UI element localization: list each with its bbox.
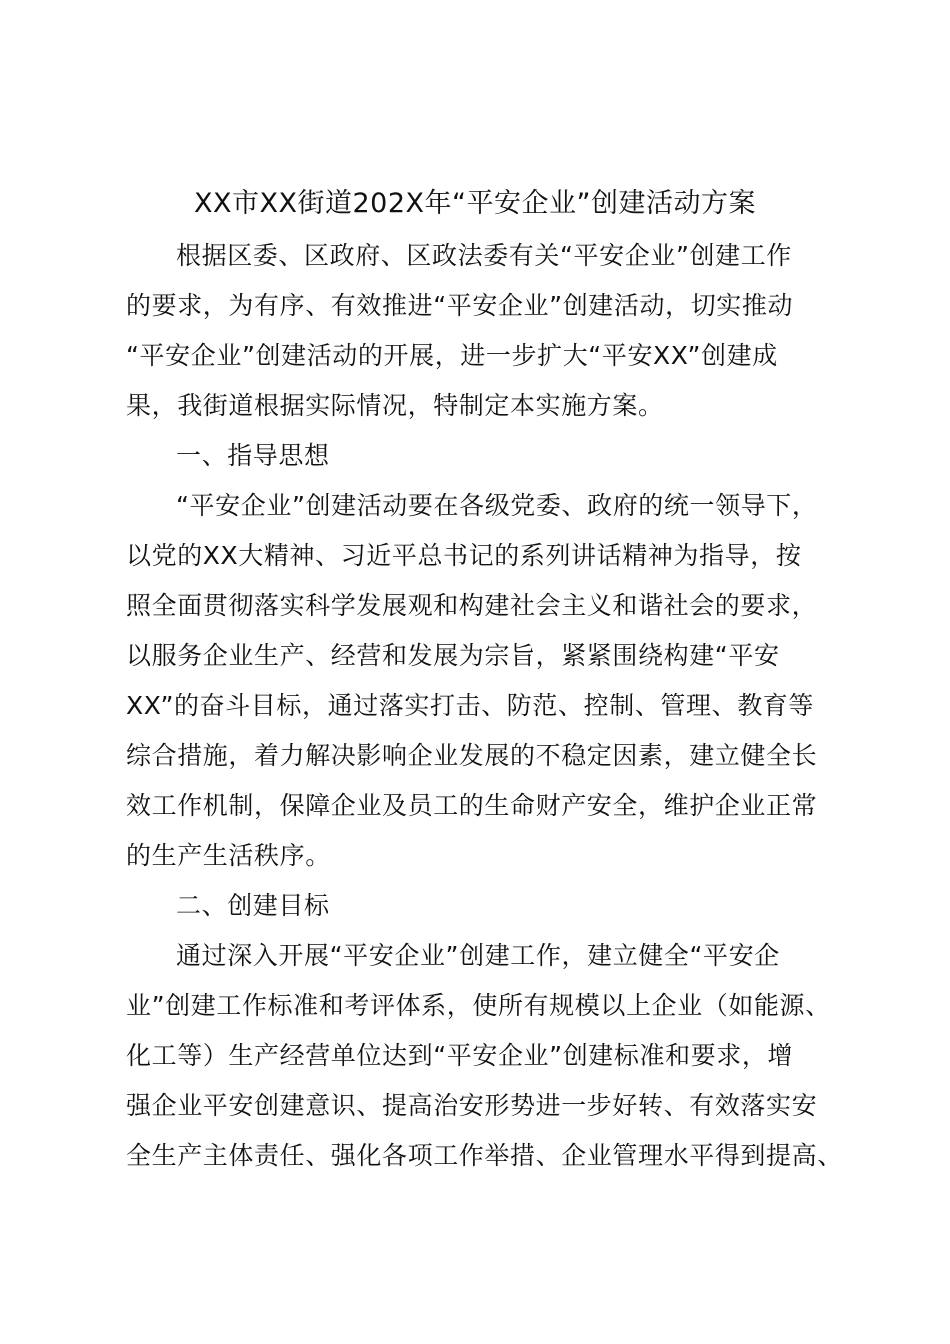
- paragraph-line: 根据区委、区政府、区政法委有关“平安企业”创建工作: [176, 241, 792, 270]
- document-title: XX市XX街道202X年“平安企业”创建活动方案: [194, 188, 756, 219]
- paragraph-line: 照全面贯彻落实科学发展观和构建社会主义和谐社会的要求，: [126, 591, 818, 620]
- paragraph-line: 果，我街道根据实际情况，特制定本实施方案。: [126, 391, 664, 420]
- paragraph-line: 化工等）生产经营单位达到“平安企业”创建标准和要求，增: [126, 1041, 794, 1070]
- paragraph-line: 全生产主体责任、强化各项工作举措、企业管理水平得到提高、: [126, 1141, 843, 1170]
- paragraph-line: 业”创建工作标准和考评体系，使所有规模以上企业（如能源、: [126, 991, 831, 1020]
- paragraph-line: 通过深入开展“平安企业”创建工作，建立健全“平安企: [176, 941, 780, 970]
- section-heading: 一、指导思想: [176, 441, 330, 470]
- paragraph-line: 以服务企业生产、经营和发展为宗旨，紧紧围绕构建“平安: [126, 641, 780, 670]
- paragraph-line: 以党的XX大精神、习近平总书记的系列讲话精神为指导，按: [126, 541, 802, 570]
- paragraph-line: XX”的奋斗目标，通过落实打击、防范、控制、管理、教育等: [126, 691, 814, 720]
- paragraph-line: 的生产生活秩序。: [126, 841, 331, 870]
- paragraph-line: 强企业平安创建意识、提高治安形势进一步好转、有效落实安: [126, 1091, 818, 1120]
- paragraph-line: “平安企业”创建活动要在各级党委、政府的统一领导下，: [176, 491, 818, 520]
- paragraph-line: 效工作机制，保障企业及员工的生命财产安全，维护企业正常: [126, 791, 818, 820]
- paragraph-line: 的要求，为有序、有效推进“平安企业”创建活动，切实推动: [126, 291, 794, 320]
- paragraph-line: 综合措施，着力解决影响企业发展的不稳定因素，建立健全长: [126, 741, 818, 770]
- paragraph-line: “平安企业”创建活动的开展，进一步扩大“平安XX”创建成: [126, 341, 778, 370]
- section-heading: 二、创建目标: [176, 891, 330, 920]
